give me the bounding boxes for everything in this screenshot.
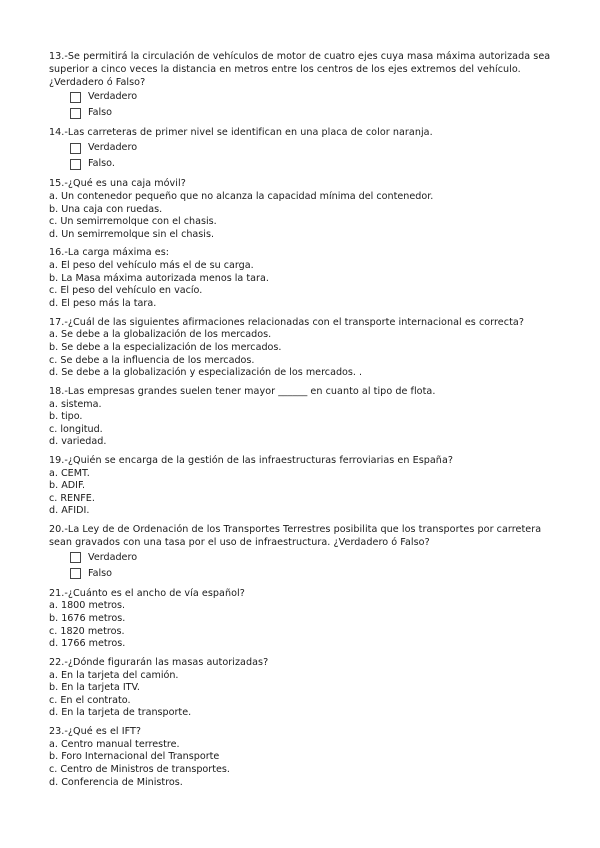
question-block: [49, 588, 559, 651]
answer-option: b. La Masa máxima autorizada menos la tara.: [49, 272, 269, 284]
checkbox-icon[interactable]: [70, 568, 81, 579]
checkbox-option[interactable]: [70, 566, 559, 582]
answer-option: b. En la tarjeta ITV.: [49, 682, 140, 694]
question-text: 19.-¿Quién se encarga de la gestión de las infraestructuras ferroviarias en España?: [49, 454, 454, 466]
question-block: [49, 317, 559, 380]
checkbox-option[interactable]: [70, 105, 559, 121]
answer-option: d. AFIDI.: [49, 505, 90, 517]
question-block: [49, 386, 559, 449]
answer-option: d. Un semirremolque sin el chasis.: [49, 228, 215, 240]
answer-option: a. El peso del vehículo más el de su carga.: [49, 260, 254, 272]
answer-option: d. El peso más la tara.: [49, 297, 157, 309]
checkbox-label: Verdadero: [88, 551, 138, 563]
checkbox-label: Falso.: [88, 158, 115, 170]
checkbox-icon[interactable]: [70, 143, 81, 154]
answer-option: c. En el contrato.: [49, 694, 131, 706]
checkbox-label: Falso: [88, 567, 113, 579]
answer-option: d. Se debe a la globalización y especialización de los mercados. .: [49, 367, 363, 379]
answer-option: a. Centro manual terrestre.: [49, 738, 180, 750]
question-block: [49, 726, 559, 789]
answer-option: b. Una caja con ruedas.: [49, 203, 163, 215]
answer-option: c. longitud.: [49, 423, 103, 435]
checkbox-label: Verdadero: [88, 142, 138, 154]
answer-option: c. Se debe a la influencia de los mercados.: [49, 354, 255, 366]
answer-option: c. El peso del vehículo en vacío.: [49, 285, 203, 297]
answer-option: d. 1766 metros.: [49, 638, 126, 650]
checkbox-option[interactable]: [70, 140, 559, 156]
checkbox-option[interactable]: [70, 156, 559, 172]
checkbox-icon[interactable]: [70, 92, 81, 103]
question-text: 15.-¿Qué es una caja móvil?: [49, 178, 186, 190]
question-block: [49, 178, 559, 241]
question-text: 18.-Las empresas grandes suelen tener mayor ______ en cuanto al tipo de flota.: [49, 385, 436, 397]
checkbox-option[interactable]: [70, 550, 559, 566]
question-text: 23.-¿Qué es el IFT?: [49, 725, 142, 737]
question-text: 17.-¿Cuál de las siguientes afirmaciones relacionadas con el transporte internacional es correcta?: [49, 316, 524, 328]
answer-option: b. Foro Internacional del Transporte: [49, 751, 220, 763]
question-block: [49, 127, 559, 172]
answer-option: b. 1676 metros.: [49, 613, 126, 625]
checkbox-label: Verdadero: [88, 91, 138, 103]
answer-option: c. Centro de Ministros de transportes.: [49, 763, 230, 775]
checkbox-label: Falso: [88, 107, 113, 119]
answer-option: a. Se debe a la globalización de los mercados.: [49, 329, 272, 341]
question-block: [49, 455, 559, 518]
answer-option: c. Un semirremolque con el chasis.: [49, 216, 217, 228]
question-block: [49, 247, 559, 310]
question-text: 20.-La Ley de de Ordenación de los Transportes Terrestres posibilita que los transportes por carretera sean gravados con una tasa por el uso de infraestructura. ¿Verdadero ó Falso?: [49, 524, 542, 548]
question-list: [49, 51, 559, 795]
answer-option: d. variedad.: [49, 436, 107, 448]
question-text: 22.-¿Dónde figurarán las masas autorizadas?: [49, 656, 269, 668]
answer-option: c. RENFE.: [49, 492, 95, 504]
answer-option: b. Se debe a la especialización de los mercados.: [49, 341, 282, 353]
question-text: 14.-Las carreteras de primer nivel se identifican en una placa de color naranja.: [49, 127, 433, 139]
answer-option: a. CEMT.: [49, 467, 90, 479]
question-text: 21.-¿Cuánto es el ancho de vía español?: [49, 587, 245, 599]
answer-option: b. tipo.: [49, 411, 83, 423]
answer-option: d. Conferencia de Ministros.: [49, 776, 183, 788]
checkbox-icon[interactable]: [70, 159, 81, 170]
answer-option: a. sistema.: [49, 398, 102, 410]
checkbox-option[interactable]: [70, 89, 559, 105]
question-block: [49, 51, 559, 121]
question-block: [49, 524, 559, 582]
question-block: [49, 657, 559, 720]
answer-option: d. En la tarjeta de transporte.: [49, 707, 192, 719]
question-text: 13.-Se permitirá la circulación de vehículos de motor de cuatro ejes cuya masa máxima autorizada sea superior a cinco veces la distancia en metros entre los centros de los ejes extremos del vehículo. ¿Verdadero ó Falso?: [49, 51, 551, 88]
answer-option: a. En la tarjeta del camión.: [49, 669, 179, 681]
question-text: 16.-La carga máxima es:: [49, 247, 170, 259]
answer-option: a. 1800 metros.: [49, 600, 126, 612]
checkbox-icon[interactable]: [70, 108, 81, 119]
answer-option: b. ADIF.: [49, 480, 85, 492]
answer-option: a. Un contenedor pequeño que no alcanza la capacidad mínima del contenedor.: [49, 190, 434, 202]
checkbox-icon[interactable]: [70, 552, 81, 563]
answer-option: c. 1820 metros.: [49, 625, 125, 637]
